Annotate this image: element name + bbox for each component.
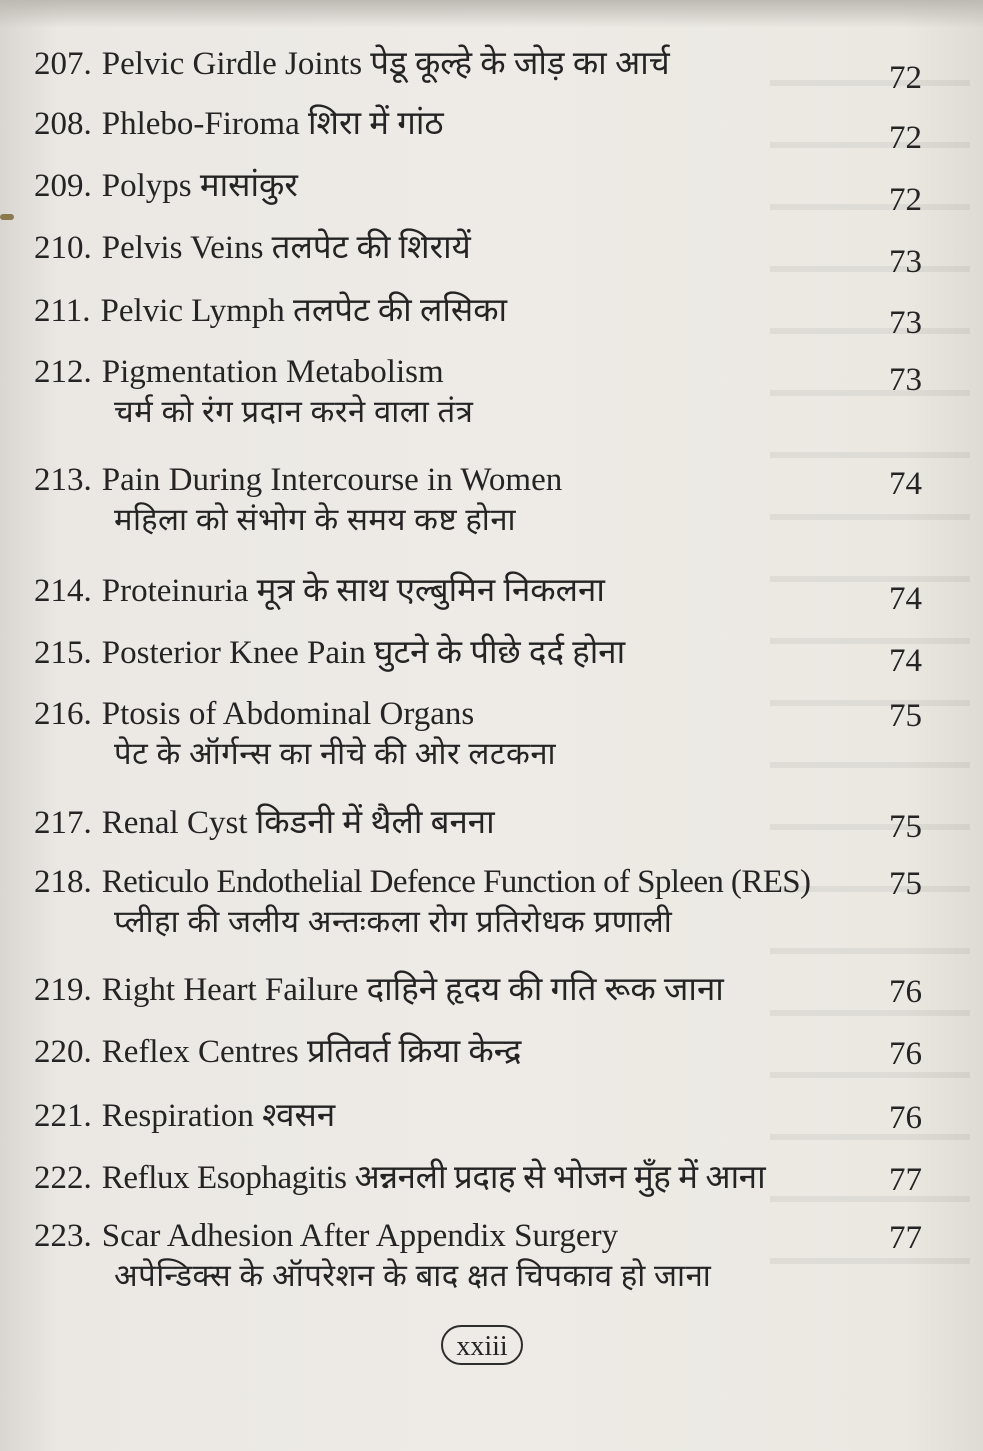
toc-entry-line <box>34 1216 934 1256</box>
entry-page-number: 72 <box>889 120 922 156</box>
toc-entry-line <box>34 1158 934 1198</box>
entry-number: 212. <box>34 354 92 390</box>
entry-number: 221. <box>34 1098 92 1134</box>
toc-entry-212 <box>34 352 934 432</box>
toc-entry-line <box>34 862 934 902</box>
entry-title: Respiration श्वसन <box>101 1098 336 1134</box>
entry-title: Renal Cyst किडनी में थैली बनना <box>101 805 495 841</box>
toc-entry-213 <box>34 460 934 540</box>
entry-number: 217. <box>34 805 92 841</box>
entry-page-number: 73 <box>889 244 922 280</box>
entry-page-number: 77 <box>889 1220 922 1256</box>
entry-title: Reflux Esophagitis अन्ननली प्रदाह से भोजन मुँह में आना <box>101 1160 766 1196</box>
entry-title: Scar Adhesion After Appendix Surgery <box>101 1218 619 1254</box>
entry-page-number: 77 <box>889 1162 922 1198</box>
entry-number: 216. <box>34 696 92 732</box>
toc-entry-line <box>34 460 934 500</box>
entry-number: 209. <box>34 168 92 204</box>
entry-number: 210. <box>34 230 92 266</box>
entry-number: 215. <box>34 635 92 671</box>
toc-entry-217 <box>34 803 934 843</box>
toc-entry-line <box>34 104 934 156</box>
toc-entry-line <box>34 694 934 734</box>
entry-page-number: 75 <box>889 809 922 845</box>
toc-entry-220 <box>34 1032 934 1072</box>
toc-entry-line <box>34 633 934 679</box>
entry-title: Pelvic Lymph तलपेट की लसिका <box>100 293 508 329</box>
entry-hindi-subtitle: प्लीहा की जलीय अन्तःकला रोग प्रतिरोधक प्रणाली <box>114 904 673 939</box>
entry-page-number: 75 <box>889 866 922 902</box>
entry-hindi-subtitle: अपेन्डिक्स के ऑपरेशन के बाद क्षत चिपकाव हो जाना <box>114 1258 712 1293</box>
entry-page-number: 76 <box>889 974 922 1010</box>
entry-page-number: 73 <box>889 362 922 398</box>
toc-entry-208 <box>34 104 934 156</box>
entry-number: 208. <box>34 106 92 142</box>
toc-entry-207 <box>34 44 934 96</box>
entry-title: Phlebo-Firoma शिरा में गांठ <box>101 106 444 142</box>
entry-page-number: 74 <box>889 581 922 617</box>
entry-page-number: 72 <box>889 60 922 96</box>
toc-entry-218 <box>34 862 934 942</box>
entry-number: 223. <box>34 1218 92 1254</box>
entry-title: Pigmentation Metabolism <box>101 354 444 390</box>
entry-number: 219. <box>34 972 92 1008</box>
toc-entry-line <box>34 166 934 218</box>
entry-hindi-subtitle: चर्म को रंग प्रदान करने वाला तंत्र <box>114 394 474 429</box>
entry-hindi-subtitle: महिला को संभोग के समय कष्ट होना <box>114 502 517 537</box>
toc-entry-line <box>34 228 934 280</box>
entry-page-number: 75 <box>889 698 922 734</box>
entry-title: Posterior Knee Pain घुटने के पीछे दर्द होना <box>101 635 626 671</box>
page-folio: xxiii <box>441 1325 523 1365</box>
entry-number: 214. <box>34 573 92 609</box>
toc-entry-line <box>34 803 934 843</box>
entry-page-number: 72 <box>889 182 922 218</box>
toc-entry-214 <box>34 571 934 617</box>
toc-entry-223 <box>34 1216 934 1296</box>
entry-page-number: 74 <box>889 466 922 502</box>
toc-entry-211 <box>34 291 934 341</box>
entry-number: 211. <box>34 293 91 329</box>
toc-entry-line <box>34 291 934 341</box>
toc-entry-209 <box>34 166 934 218</box>
entry-title: Polyps मासांकुर <box>101 168 298 204</box>
toc-entry-line <box>34 1096 934 1136</box>
toc-entry-line <box>34 352 934 398</box>
toc-entry-216 <box>34 694 934 774</box>
toc-entry-line <box>34 44 934 96</box>
entry-title: Pelvis Veins तलपेट की शिरायें <box>101 230 471 266</box>
entry-title: Pelvic Girdle Joints पेडू कूल्हे के जोड़ का आर्च <box>101 46 670 82</box>
entry-number: 218. <box>34 864 92 900</box>
entry-title: Reflex Centres प्रतिवर्त क्रिया केन्द्र <box>101 1034 522 1070</box>
entry-title: Proteinuria मूत्र के साथ एल्बुमिन निकलना <box>101 573 605 609</box>
toc-entry-line <box>34 1032 934 1072</box>
entry-number: 220. <box>34 1034 92 1070</box>
toc-entry-215 <box>34 633 934 679</box>
toc-entry-210 <box>34 228 934 280</box>
toc-entry-221 <box>34 1096 934 1136</box>
toc-entry-219 <box>34 970 934 1010</box>
toc-entry-222 <box>34 1158 934 1198</box>
entry-page-number: 74 <box>889 643 922 679</box>
entry-page-number: 76 <box>889 1100 922 1136</box>
entry-title: Reticulo Endothelial Defence Function of Spleen (RES) <box>101 864 811 900</box>
toc-entry-line <box>34 970 934 1010</box>
entry-page-number: 73 <box>889 305 922 341</box>
entry-hindi-subtitle: पेट के ऑर्गन्स का नीचे की ओर लटकना <box>114 736 557 771</box>
entry-number: 222. <box>34 1160 92 1196</box>
entry-number: 213. <box>34 462 92 498</box>
entry-number: 207. <box>34 46 92 82</box>
toc-entry-line <box>34 571 934 617</box>
entry-title: Pain During Intercourse in Women <box>101 462 563 498</box>
entry-title: Ptosis of Abdominal Organs <box>101 696 475 732</box>
entry-page-number: 76 <box>889 1036 922 1072</box>
entry-title: Right Heart Failure दाहिने हृदय की गति रूक जाना <box>101 972 724 1008</box>
